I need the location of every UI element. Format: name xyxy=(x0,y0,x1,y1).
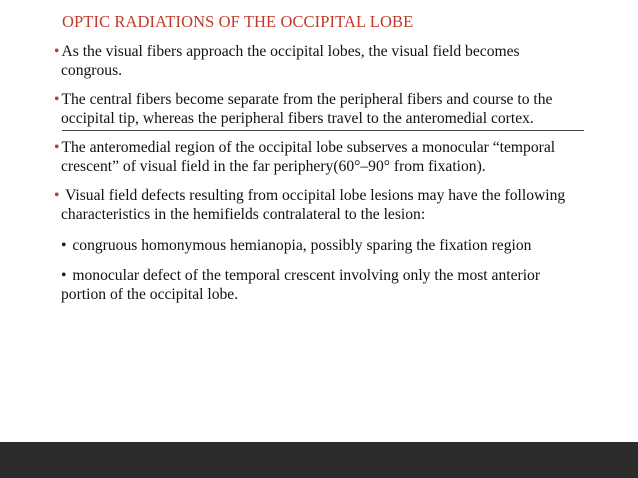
bullet-1-line-2: congrous. xyxy=(61,62,123,79)
footer-bar xyxy=(0,442,638,478)
slide-title: OPTIC RADIATIONS OF THE OCCIPITAL LOBE xyxy=(62,12,414,31)
bullet-4 xyxy=(54,186,638,224)
bullet-2-line-1: The central fibers become separate from the peripheral fibers and course to the xyxy=(61,91,553,108)
bullet-marker: • xyxy=(54,187,60,204)
bullet-4-line-2: characteristics in the hemifields contralateral to the lesion: xyxy=(61,206,426,223)
bullet-2 xyxy=(54,90,638,128)
bullet-marker: • xyxy=(61,237,67,254)
bullet-marker: • xyxy=(54,43,60,60)
bullet-6 xyxy=(54,266,638,304)
bullet-3-line-1: The anteromedial region of the occipital lobe subserves a monocular “temporal xyxy=(61,139,556,156)
bullet-5-line-1: congruous homonymous hemianopia, possibly sparing the fixation region xyxy=(68,237,532,254)
bullet-1-line-1: As the visual fibers approach the occipital lobes, the visual field becomes xyxy=(61,43,520,60)
bullet-6-line-1: monocular defect of the temporal crescent involving only the most anterior xyxy=(68,267,541,284)
divider-line xyxy=(62,130,584,131)
bullet-marker: • xyxy=(54,91,60,108)
bullet-6-line-2: portion of the occipital lobe. xyxy=(61,286,239,303)
bullet-2-line-2: occipital tip, whereas the peripheral fibers travel to the anteromedial cortex. xyxy=(61,110,534,127)
bullet-marker: • xyxy=(54,139,60,156)
bullet-marker: • xyxy=(61,267,67,284)
bullet-5 xyxy=(54,236,638,255)
bullet-1 xyxy=(54,42,638,80)
bullet-4-line-1: Visual field defects resulting from occipital lobe lesions may have the following xyxy=(61,187,566,204)
bullet-3 xyxy=(54,138,638,176)
bullet-3-line-2: crescent” of visual field in the far periphery(60°–90° from fixation). xyxy=(61,158,486,175)
